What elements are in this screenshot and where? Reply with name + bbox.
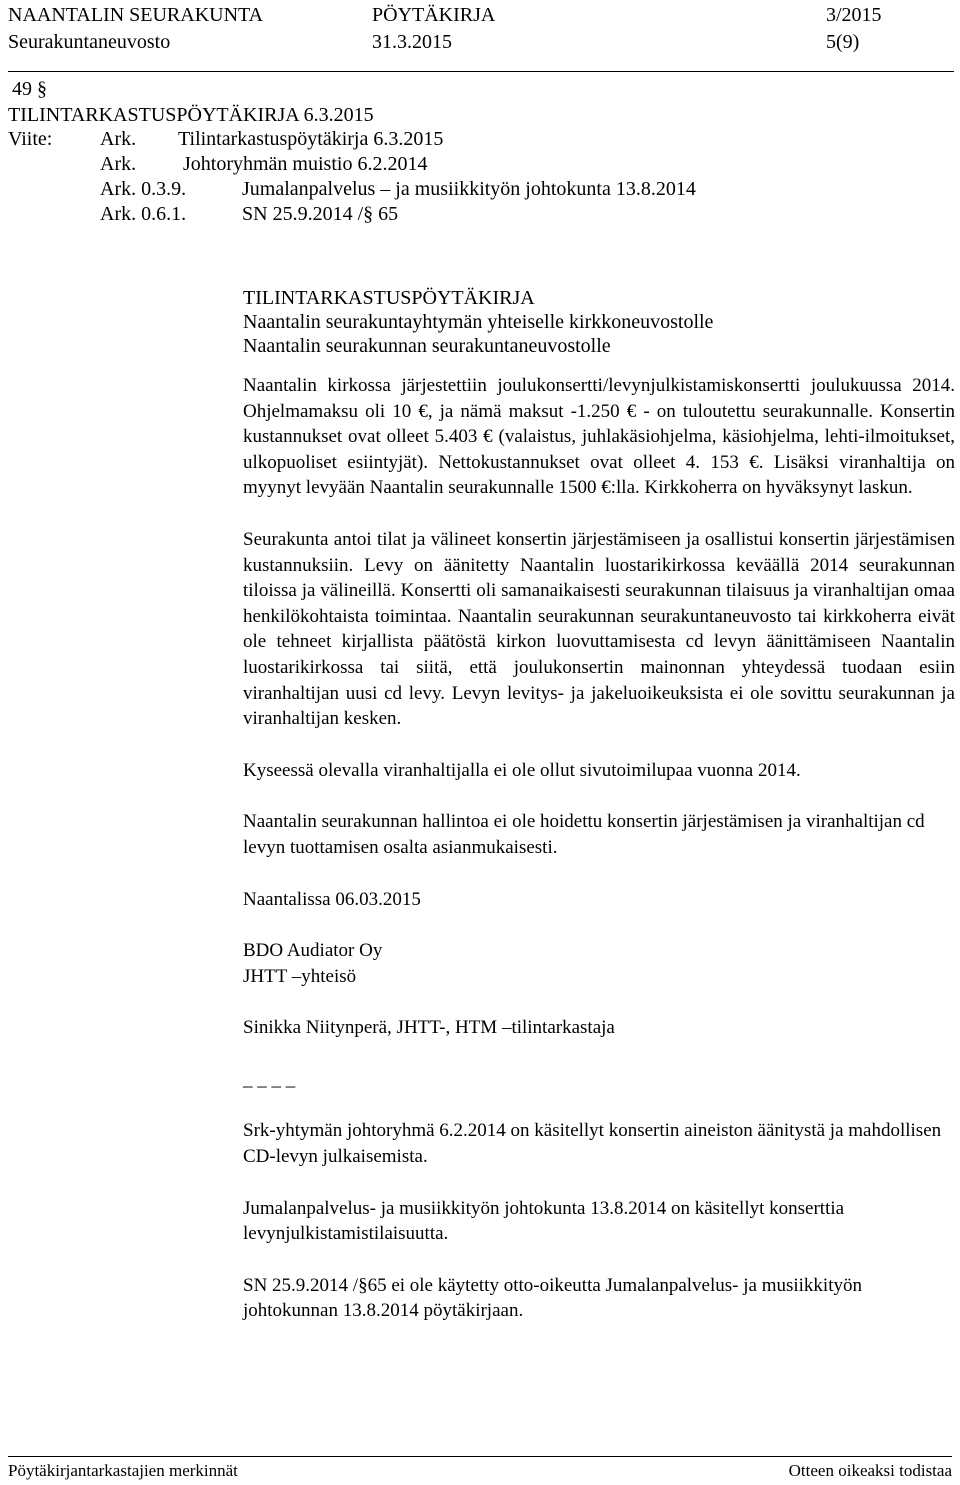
signing-place-date: Naantalissa 06.03.2015 — [243, 888, 421, 910]
reviewer-notes-label: Pöytäkirjantarkastajien merkinnät — [8, 1461, 238, 1480]
footer-divider — [8, 1456, 952, 1457]
recipient-line: Naantalin seurakuntayhtymän yhteiselle kirkkoneuvostolle — [243, 311, 714, 333]
auditor-signature: Sinikka Niitynperä, JHTT-, HTM –tilintarkastaja — [243, 1017, 615, 1039]
reference-text: SN 25.9.2014 /§ 65 — [242, 203, 399, 225]
org-name: NAANTALIN SEURAKUNTA — [8, 4, 264, 26]
note-paragraph: Jumalanpalvelus- ja musiikkityön johtokunta 13.8.2014 on käsitellyt konserttia levynjulkistamistilaisuutta. — [243, 1197, 845, 1245]
agenda-section — [8, 75, 948, 227]
report-paragraph: Kyseessä olevalla viranhaltijalla ei ole ollut sivutoimilupaa vuonna 2014. — [243, 759, 801, 781]
doc-type: PÖYTÄKIRJA — [372, 4, 496, 26]
header-divider — [8, 71, 954, 72]
page-footer — [8, 1460, 952, 1482]
page-number: 5(9) — [826, 31, 860, 53]
audit-firm: BDO Audiator Oy — [243, 940, 383, 962]
reference-text: Johtoryhmän muistio 6.2.2014 — [183, 153, 428, 175]
recipient-line: Naantalin seurakunnan seurakuntaneuvostolle — [243, 335, 611, 357]
report-paragraph: Seurakunta antoi tilat ja välineet konsertin järjestämiseen ja osallistui konsertin järjestämisen kustannuksiin. Levy on äänitetty Naantalin luostarikirkossa keväällä 2014 seurakunnan tiloissa ja välineillä. Konsertti oli samanaikaisesti seurakunnan tilaisuus ja viranhaltijan omaa henkilökohtaista toimintaa. Naantalin seurakunnan seurakuntaneuvosto tai kirkkoherra eivät ole tehneet kirjallista päätöstä kirkon luovuttamisesta cd levyn äänittämiseen Naantalin luostarikirkossa tai siitä, että joulukonsertin mainonnan yhteydessä tuodaan esiin viranhaltijan uusi cd levy. Levyn levitys- ja jakeluoikeuksista ei ole sovittu seurakunnan ja viranhaltijan kesken. — [243, 528, 955, 730]
section-number: 49 § — [12, 78, 47, 100]
reference-prefix: Ark. — [100, 128, 137, 150]
audit-firm-type: JHTT –yhteisö — [243, 965, 357, 987]
note-paragraph: SN 25.9.2014 /§65 ei ole käytetty otto-oikeutta Jumalanpalvelus- ja musiikkityön johtokunnan 13.8.2014 pöytäkirjaan. — [243, 1274, 862, 1322]
note-paragraph: Srk-yhtymän johtoryhmä 6.2.2014 on käsitellyt konsertin aineiston äänitystä ja mahdollisen CD-levyn julkaisemista. — [243, 1120, 942, 1168]
references-label: Viite: — [8, 128, 53, 150]
report-paragraph: Naantalin kirkossa järjestettiin joulukonsertti/levynjulkistamiskonsertti joulukuussa 2014. Ohjelmamaksu oli 10 €, ja nämä maksut -1.250 € - on tuloutettu seurakunnalle. Konsertin kustannukset ovat olleet 5.403 € (valaistus, juhlakäsiohjelma, käsiohjelma, lehti-ilmoitukset, ulkopuoliset esiintyjät). Nettokustannukset ovat olleet 4. 153 €. Lisäksi viranhaltija on myynyt levyään Naantalin seurakunnalle 1500 €:lla. Kirkkoherra on hyväksynyt laskun. — [243, 375, 955, 499]
reference-prefix: Ark. 0.3.9. — [100, 178, 187, 200]
report-title: TILINTARKASTUSPÖYTÄKIRJA — [243, 287, 535, 309]
reference-text: Tilintarkastuspöytäkirja 6.3.2015 — [178, 128, 444, 150]
reference-row — [8, 152, 948, 177]
council-name: Seurakuntaneuvosto — [8, 31, 171, 53]
reference-text: Jumalanpalvelus – ja musiikkityön johtokunta 13.8.2014 — [242, 178, 696, 200]
page-header — [8, 2, 954, 56]
meeting-date: 31.3.2015 — [372, 31, 452, 53]
certified-copy-label: Otteen oikeaksi todistaa — [788, 1461, 952, 1480]
reference-row — [8, 177, 948, 202]
reference-prefix: Ark. 0.6.1. — [100, 203, 187, 225]
reference-prefix: Ark. — [100, 153, 137, 175]
reference-row — [8, 127, 948, 152]
section-title: TILINTARKASTUSPÖYTÄKIRJA 6.3.2015 — [8, 104, 374, 126]
reference-row — [8, 202, 948, 227]
doc-number: 3/2015 — [826, 4, 882, 26]
report-paragraph: Naantalin seurakunnan hallintoa ei ole hoidettu konsertin järjestämisen ja viranhaltijan cd levyn tuottamisen osalta asianmukaisesti. — [243, 811, 925, 858]
audit-report — [243, 286, 955, 1324]
separator-line: _ _ _ _ — [243, 1068, 296, 1090]
